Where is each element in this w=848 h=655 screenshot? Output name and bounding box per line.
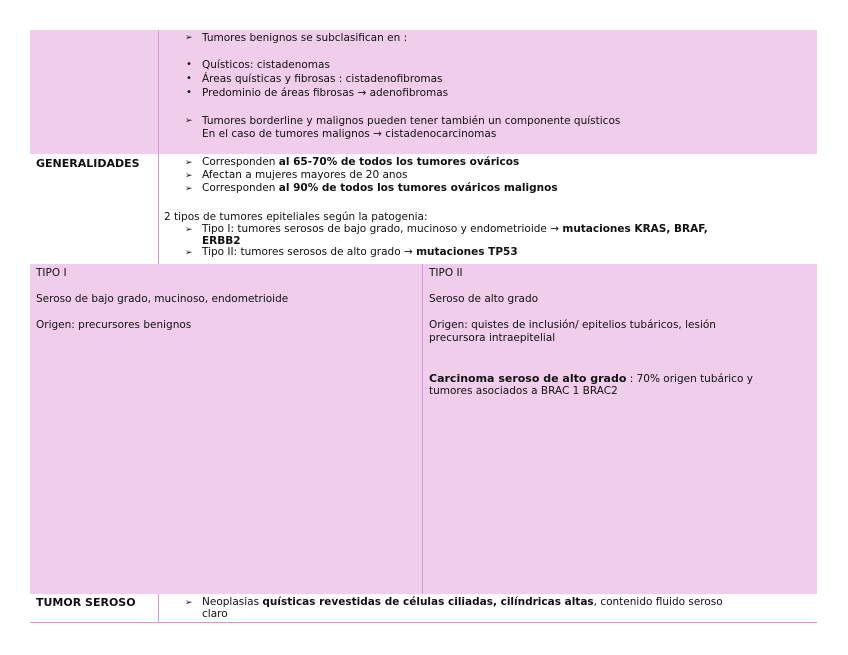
arrow-bullet-icon: ➢ bbox=[185, 184, 193, 194]
arrow-bullet-icon: ➢ bbox=[185, 598, 193, 608]
borderline-text: Tumores borderline y malignos pueden tener también un componente quísticos bbox=[202, 115, 621, 127]
tipo1-item: Tipo I: tumores serosos de bajo grado, mucinoso y endometrioide → mutaciones KRAS, BRAF, bbox=[202, 223, 708, 235]
arrow-bullet-icon: ➢ bbox=[185, 171, 193, 181]
arrow-bullet-icon: ➢ bbox=[185, 248, 193, 258]
generalidades-item: Corresponden al 90% de todos los tumores ováricos malignos bbox=[202, 182, 558, 194]
tipo1-item-cont: ERBB2 bbox=[202, 235, 241, 247]
arrow-bullet-icon: ➢ bbox=[185, 33, 193, 43]
types-intro: 2 tipos de tumores epiteliales según la patogenia: bbox=[164, 211, 428, 223]
row1-content-cell bbox=[159, 30, 817, 154]
bullet-item: Predominio de áreas fibrosas → adenofibromas bbox=[202, 87, 449, 99]
benign-subclass-text: Tumores benignos se subclasifican en : bbox=[202, 32, 408, 44]
generalidades-row bbox=[30, 154, 817, 264]
arrow-bullet-icon: ➢ bbox=[185, 158, 193, 168]
tipo1-title: TIPO I bbox=[36, 267, 67, 279]
column-divider bbox=[158, 154, 159, 264]
malignant-text: En el caso de tumores malignos → cistadenocarcinomas bbox=[202, 128, 497, 140]
row1-label-cell bbox=[30, 30, 158, 154]
tipos-row bbox=[30, 264, 817, 594]
tipo2-item: Tipo II: tumores serosos de alto grado → mutaciones TP53 bbox=[202, 246, 518, 258]
tipo2-line: Seroso de alto grado bbox=[429, 293, 539, 305]
tipo1-cell bbox=[30, 264, 422, 594]
seroso-text: Neoplasias quísticas revestidas de células ciliadas, cilíndricas altas, contenido fluido seroso bbox=[202, 596, 723, 608]
tipo1-line: Origen: precursores benignos bbox=[36, 319, 192, 331]
seroso-text-cont: claro bbox=[202, 608, 228, 620]
generalidades-item: Corresponden al 65-70% de todos los tumores ováricos bbox=[202, 156, 520, 168]
tipo2-line: precursora intraepitelial bbox=[429, 332, 556, 344]
tipo2-line: Origen: quistes de inclusión/ epitelios tubáricos, lesión bbox=[429, 319, 716, 331]
generalidades-item: Afectan a mujeres mayores de 20 anos bbox=[202, 169, 408, 181]
tumor-seroso-row bbox=[30, 594, 817, 622]
generalidades-label: GENERALIDADES bbox=[36, 157, 140, 170]
arrow-bullet-icon: ➢ bbox=[185, 116, 193, 126]
bullet-dot-icon: • bbox=[186, 59, 192, 70]
bullet-dot-icon: • bbox=[186, 87, 192, 98]
bullet-dot-icon: • bbox=[186, 73, 192, 84]
column-divider bbox=[158, 594, 159, 622]
tipo2-title: TIPO II bbox=[429, 267, 463, 279]
tipo2-cell bbox=[423, 264, 817, 594]
tipo1-line: Seroso de bajo grado, mucinoso, endometrioide bbox=[36, 293, 289, 305]
row-divider bbox=[30, 622, 817, 623]
bullet-item: Áreas quísticas y fibrosas : cistadenofibromas bbox=[202, 73, 443, 85]
bullet-item: Quísticos: cistadenomas bbox=[202, 59, 330, 71]
tipo2-line: tumores asociados a BRAC 1 BRAC2 bbox=[429, 385, 618, 397]
benign-subclass-row bbox=[30, 30, 817, 154]
tumor-seroso-label: TUMOR SEROSO bbox=[36, 596, 136, 609]
column-divider bbox=[158, 30, 159, 154]
tipo2-carcinoma: Carcinoma seroso de alto grado : 70% origen tubárico y bbox=[429, 372, 753, 385]
arrow-bullet-icon: ➢ bbox=[185, 225, 193, 235]
